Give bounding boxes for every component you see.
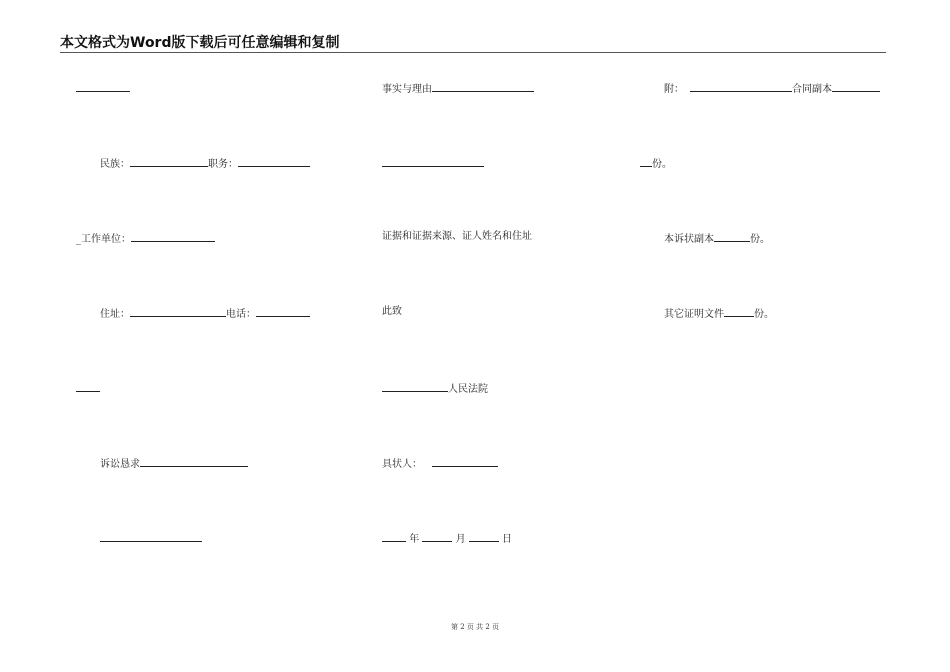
salutation: 此致 [382, 306, 402, 317]
work-unit-line [76, 230, 215, 247]
ethnic-blank [130, 155, 208, 167]
work-unit-blank [131, 230, 215, 242]
col2-blank-line-1 [382, 155, 484, 172]
complaint-copy-line [664, 230, 770, 247]
position-label: 职务： [208, 159, 238, 170]
ethnic-position-line [100, 155, 310, 172]
attach-blank [690, 80, 792, 92]
attach-label: 附： [664, 84, 684, 95]
plaintiff-line [382, 455, 498, 472]
other-docs-suffix: 份。 [754, 309, 774, 320]
facts-line [382, 80, 534, 97]
page-footer [0, 622, 950, 632]
page-number: 第 2 页 共 2 页 [450, 623, 500, 631]
date-line [382, 530, 512, 547]
year-label: 年 [409, 534, 420, 545]
evidence-label: 证据和证据来源、证人姓名和住址 [382, 231, 532, 242]
month-label: 月 [455, 534, 466, 545]
claims-line [100, 455, 248, 472]
complaint-copy-label: 本诉状副本 [664, 234, 714, 245]
header-title: 本文格式为Word版下载后可任意编辑和复制 [60, 35, 340, 51]
plaintiff-blank [432, 455, 498, 467]
day-blank [469, 530, 499, 542]
fill-blank [100, 530, 202, 542]
complaint-copy-blank [714, 230, 750, 242]
other-docs-label: 其它证明文件 [664, 309, 724, 320]
claims-blank [140, 455, 248, 467]
ethnic-label: 民族： [100, 159, 130, 170]
page-header [60, 34, 886, 53]
contract-copies-line [640, 155, 672, 172]
evidence-line [382, 230, 532, 244]
fill-blank [76, 80, 130, 92]
day-label: 日 [501, 534, 512, 545]
court-label: 人民法院 [448, 384, 488, 395]
phone-label: 电话： [226, 309, 256, 320]
other-docs-line [664, 305, 774, 322]
col1-blank-line-2 [76, 380, 100, 397]
position-blank [238, 155, 310, 167]
col1-blank-line-1 [76, 80, 130, 97]
court-blank [382, 380, 448, 392]
work-unit-label: _工作单位： [76, 234, 131, 245]
year-blank [382, 530, 406, 542]
facts-label: 事实与理由 [382, 84, 432, 95]
month-blank [422, 530, 452, 542]
fill-blank [76, 380, 100, 392]
copies-blank [640, 155, 652, 167]
facts-blank [432, 80, 534, 92]
attachment-line [664, 80, 880, 97]
address-blank [130, 305, 226, 317]
address-label: 住址： [100, 309, 130, 320]
fill-blank [382, 155, 484, 167]
contract-copy-label: 合同副本 [792, 84, 832, 95]
salutation-line [382, 305, 402, 319]
complaint-copies-suffix: 份。 [750, 234, 770, 245]
court-line [382, 380, 488, 397]
phone-blank [256, 305, 310, 317]
plaintiff-label: 具状人： [382, 459, 422, 470]
copies-suffix: 份。 [652, 159, 672, 170]
col1-blank-line-3 [100, 530, 202, 547]
contract-copy-blank [832, 80, 880, 92]
other-docs-blank [724, 305, 754, 317]
claims-label: 诉讼恳求 [100, 459, 140, 470]
address-phone-line [100, 305, 310, 322]
